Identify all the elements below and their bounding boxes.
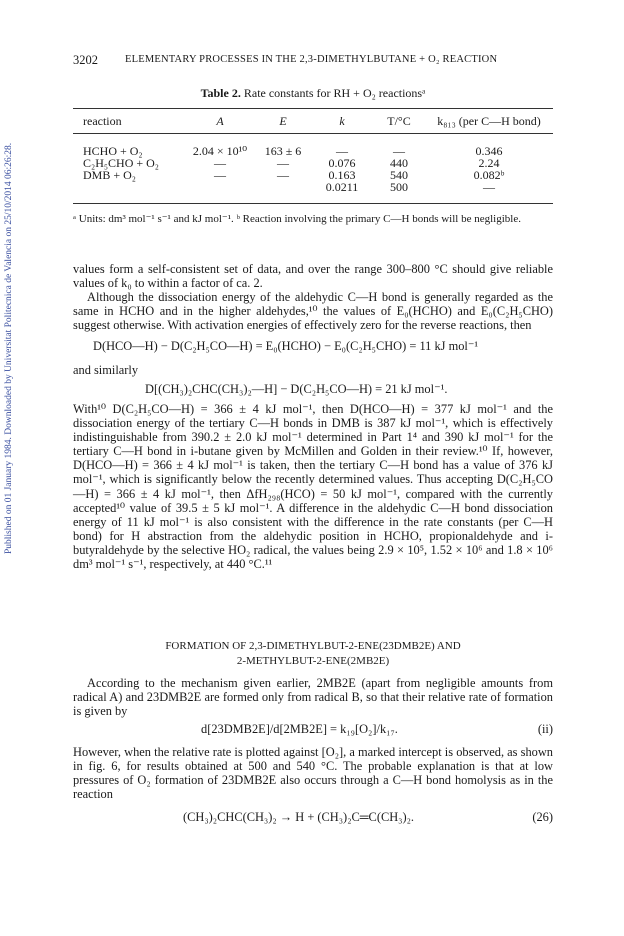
table-label: Table 2.	[200, 86, 241, 100]
table-footnote: ᵃ Units: dm³ mol⁻¹ s⁻¹ and kJ mol⁻¹. ᵇ Reaction involving the primary C—H bonds will be negligible.	[73, 213, 521, 225]
equation-number: (ii)	[537, 722, 553, 736]
col-header: k	[339, 114, 345, 128]
table-cell: HCHO + O₂	[83, 144, 143, 158]
paragraph: and similarly	[73, 363, 139, 377]
section-heading-line: FORMATION OF 2,3-DIMETHYLBUT-2-ENE(23DMB2E) AND	[165, 640, 461, 652]
table-cell: 0.076	[328, 156, 356, 170]
table-header-row	[73, 115, 553, 127]
table-top-rule	[73, 108, 553, 109]
body-text-lower	[73, 745, 553, 801]
table-cell	[255, 181, 311, 193]
equation-text: (CH₃)₂CHC(CH₃)₂ → H + (CH₃)₂C═C(CH₃)₂.	[183, 810, 415, 824]
table-row	[73, 169, 553, 181]
table-bottom-rule	[73, 203, 553, 204]
download-watermark: Published on 01 January 1984. Downloaded by Universitat Politecnica de Valencia on 25/10/2014 06:26:28.	[4, 142, 14, 554]
equation-text: D[(CH₃)₂CHC(CH₃)₂—H] − D(C₂H₅CO—H) = 21 kJ mol⁻¹.	[145, 382, 448, 396]
paragraph: With¹⁰ D(C₂H₅CO—H) = 366 ± 4 kJ mol⁻¹, then D(HCO—H) = 377 kJ mol⁻¹ and the dissociation energy of the tertiary C—H bonds in DMB is 387 kJ mol⁻¹, which is effectively indistinguishable from 390.2 ± 2.0 kJ mol⁻¹ determined in Part 1⁴ and 390 kJ mol⁻¹ for the tertiary C—H bond in i-butane given by McMillen and Golden in their review.¹⁰ If, however, D(HCO—H) = 366 ± 4 kJ mol⁻¹ is taken, then the tertiary C—H bond has a value of 376 kJ mol⁻¹, which is significantly below the recently determined values. Thus accepting D(C₂H₅CO—H) = 366 ± 4 kJ mol⁻¹, then ΔfH₂₉₈(HCO) = 50 kJ mol⁻¹, compared with the currently accepted¹⁰ value of 39.5 ± 5 kJ mol⁻¹. A difference in the aldehydic C—H bond dissociation energy of 11 kJ mol⁻¹ is also consistent with the difference in the rate constants (per C—H bond) for H abstraction from the aldehydic position in HCHO, propionaldehyde and i-butyraldehyde by the selective HO₂ radical, the values being 2.9 × 10⁵, 1.52 × 10⁶ and 1.8 × 10⁶ dm³ mol⁻¹ s⁻¹, respectively, at 440 °C.¹¹	[73, 402, 553, 572]
table-cell: 2.24	[478, 156, 500, 170]
table-cell: —	[483, 180, 495, 194]
col-header: A	[216, 114, 224, 128]
table-row	[73, 181, 553, 193]
section-heading-line: 2-METHYLBUT-2-ENE(2MB2E)	[236, 655, 390, 667]
body-text-similarly	[73, 363, 553, 377]
equation-26	[73, 810, 553, 825]
section-heading	[73, 639, 553, 669]
table-cell: 440	[390, 156, 408, 170]
table-cell: —	[214, 156, 226, 170]
table-cell: —	[277, 168, 289, 182]
table-cell: C₂H₅CHO + O₂	[83, 156, 159, 170]
col-header: T/°C	[387, 114, 411, 128]
paragraph: According to the mechanism given earlier, 2MB2E (apart from negligible amounts from radical A) and 23DMB2E are formed only from radical B, so that their relative rate of formation is given by	[73, 676, 553, 719]
equation-tertiary-bond	[73, 382, 553, 397]
equation-text: d[23DMB2E]/d[2MB2E] = k₁₉[O₂]/k₁₇.	[201, 722, 398, 736]
page-number: 3202	[73, 53, 98, 67]
table-cell	[185, 181, 255, 193]
table-cell: —	[336, 144, 348, 158]
col-header: reaction	[83, 114, 122, 128]
table-cell: —	[277, 156, 289, 170]
equation-text: D(HCO—H) − D(C₂H₅CO—H) = E₀(HCHO) − E₀(C₂H₅CHO) = 11 kJ mol⁻¹	[93, 339, 479, 353]
table-cell: 0.082ᵇ	[473, 168, 505, 182]
table-cell: DMB + O₂	[83, 168, 136, 182]
table-cell: 0.0211	[325, 180, 359, 194]
table-cell: 163 ± 6	[264, 144, 302, 158]
paragraph: Although the dissociation energy of the aldehydic C—H bond is generally regarded as the same in HCHO and in the higher aldehydes,¹⁰ the values of E₀(HCHO) and E₀(C₂H₅CHO) suggest otherwise. With activation energies of effectively zero for the reverse reactions, then	[73, 290, 553, 333]
equation-bond-difference	[73, 339, 553, 354]
rate-constants-table	[73, 115, 553, 193]
paragraph: values form a self-consistent set of data, and over the range 300–800 °C should give reliable values of k₀ to within a factor of ca. 2.	[73, 262, 553, 291]
body-text-mechanism	[73, 676, 553, 718]
table-cell: 500	[390, 180, 408, 194]
table-cell: —	[393, 144, 405, 158]
table-cell: —	[214, 168, 226, 182]
col-header: k₈₁₃ (per C—H bond)	[437, 114, 541, 128]
paragraph: However, when the relative rate is plotted against [O₂], a marked intercept is observed, as shown in fig. 6, for results obtained at 500 and 540 °C. The probable explanation is that at low pressures of O₂ formation of 23DMB2E also occurs through a C—H bond homolysis as in the reaction	[73, 745, 553, 802]
equation-ii	[73, 722, 553, 737]
table-cell: 0.163	[328, 168, 356, 182]
equation-number: (26)	[532, 810, 553, 824]
table-cell: 0.346	[475, 144, 503, 158]
table-cell: 2.04 × 10¹⁰	[192, 144, 248, 158]
table-caption-text: Rate constants for RH + O₂ reactionsᵃ	[243, 86, 426, 100]
body-text-upper	[73, 262, 553, 332]
col-header: E	[279, 114, 287, 128]
table-cell	[73, 181, 185, 193]
table-caption	[73, 86, 553, 101]
body-text-middle	[73, 402, 553, 571]
running-title: ELEMENTARY PROCESSES IN THE 2,3-DIMETHYLBUTANE + O₂ REACTION	[125, 54, 498, 65]
table-cell: 540	[390, 168, 408, 182]
